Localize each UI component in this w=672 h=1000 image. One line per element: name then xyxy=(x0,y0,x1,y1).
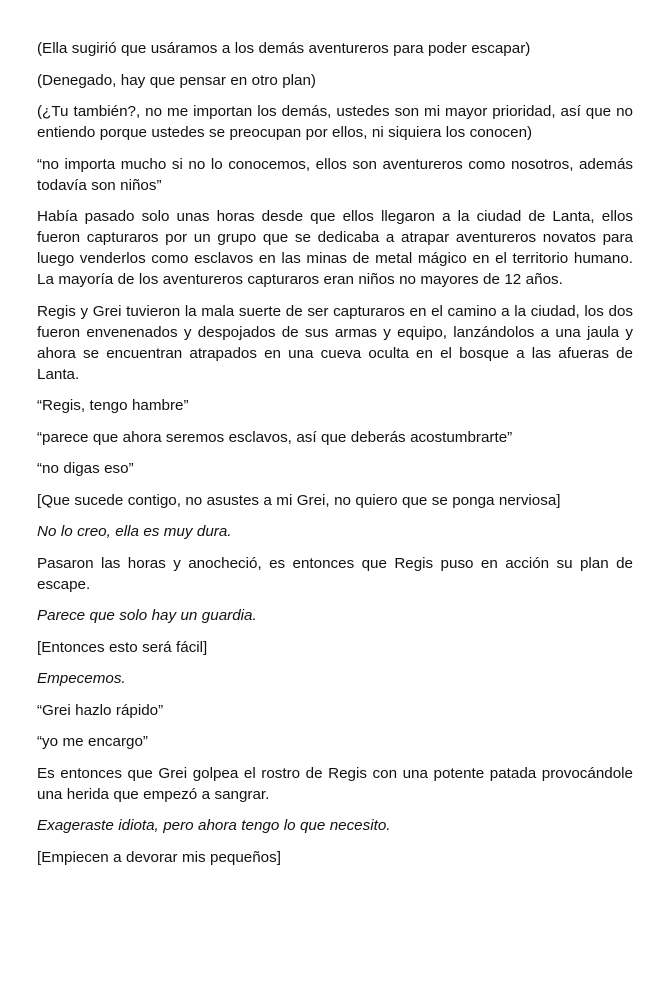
paragraph-14: [Entonces esto será fácil] xyxy=(37,638,208,656)
paragraph-20: [Empiecen a devorar mis pequeños] xyxy=(37,848,281,866)
paragraph-19: Exageraste idiota, pero ahora tengo lo que necesito. xyxy=(37,817,391,834)
paragraph-16: “Grei hazlo rápido” xyxy=(37,701,164,719)
paragraph-1: (Ella sugirió que usáramos a los demás aventureros para poder escapar) xyxy=(37,40,531,57)
paragraph-11: No lo creo, ella es muy dura. xyxy=(37,523,232,540)
paragraph-8: “parece que ahora seremos esclavos, así que deberás acostumbrarte” xyxy=(37,428,513,446)
paragraph-9: “no digas eso” xyxy=(37,460,134,477)
paragraph-7: “Regis, tengo hambre” xyxy=(37,397,189,414)
paragraph-18: Es entonces que Grei golpea el rostro de Regis con una potente patada provocándole una herida que empezó a sangrar. xyxy=(37,764,633,803)
paragraph-4: “no importa mucho si no lo conocemos, ellos son aventureros como nosotros, además todavía son niños” xyxy=(37,155,633,194)
document-page xyxy=(37,38,633,878)
paragraph-12: Pasaron las horas y anocheció, es entonces que Regis puso en acción su plan de escape. xyxy=(37,554,633,593)
paragraph-6: Regis y Grei tuvieron la mala suerte de ser capturaros en el camino a la ciudad, los dos fueron envenenados y despojados de sus armas y equipo, lanzándolos a una jaula y ahora se encuentran atrapados en una cueva oculta en el bosque a las afueras de Lanta. xyxy=(37,302,633,383)
paragraph-17: “yo me encargo” xyxy=(37,733,148,750)
paragraph-3: (¿Tu también?, no me importan los demás, ustedes son mi mayor prioridad, así que no entiendo porque ustedes se preocupan por ellos, ni siquiera los conocen) xyxy=(37,103,633,141)
paragraph-5: Había pasado solo unas horas desde que ellos llegaron a la ciudad de Lanta, ellos fueron capturaros por un grupo que se dedicaba a atrapar aventureros novatos para luego venderlos como esclavos en las minas de metal mágico en el territorio humano. La mayoría de los aventureros capturaros eran niños no mayores de 12 años. xyxy=(37,208,633,288)
paragraph-2: (Denegado, hay que pensar en otro plan) xyxy=(37,71,316,89)
paragraph-10: [Que sucede contigo, no asustes a mi Grei, no quiero que se ponga nerviosa] xyxy=(37,491,561,509)
paragraph-15: Empecemos. xyxy=(37,670,126,687)
paragraph-13: Parece que solo hay un guardia. xyxy=(37,607,257,624)
